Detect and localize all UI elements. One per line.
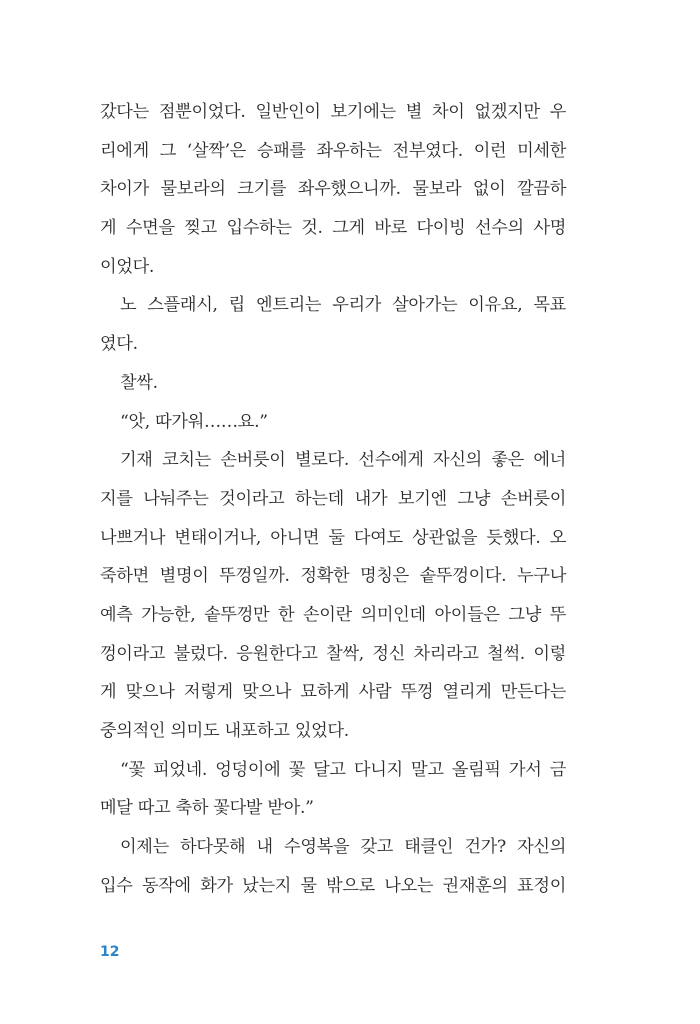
body-text bbox=[100, 93, 566, 905]
text-line: 였다. bbox=[100, 334, 138, 355]
text-line: 나쁘거나 변태이거나, 아니면 둘 다여도 상관없을 듯했다. 오 bbox=[100, 527, 566, 548]
text-line: 메달 따고 축하 꽃다발 받아.” bbox=[100, 798, 314, 819]
text-line: 예측 가능한, 솥뚜껑만 한 손이란 의미인데 아이들은 그냥 뚜 bbox=[100, 604, 566, 625]
text-line: 갔다는 점뿐이었다. 일반인이 보기에는 별 차이 없겠지만 우 bbox=[100, 102, 566, 122]
page-number: 12 bbox=[100, 944, 120, 960]
text-line: 이었다. bbox=[100, 256, 155, 277]
text-line: 이제는 하다못해 내 수영복을 갖고 태클인 건가? 자신의 bbox=[120, 837, 566, 858]
text-line: 게 맞으나 저렇게 맞으나 묘하게 사람 뚜껑 열리게 만든다는 bbox=[100, 682, 566, 703]
text-line: 지를 나눠주는 것이라고 하는데 내가 보기엔 그냥 손버릇이 bbox=[100, 488, 566, 509]
text-line: 껑이라고 불렀다. 응원한다고 찰싹, 정신 차리라고 철썩. 이렇 bbox=[100, 643, 566, 664]
text-line: “꽃 피었네. 엉덩이에 꽃 달고 다니지 말고 올림픽 가서 금 bbox=[120, 759, 566, 780]
text-line: 중의적인 의미도 내포하고 있었다. bbox=[100, 721, 349, 741]
text-line: “앗, 따가워……요.” bbox=[120, 411, 268, 432]
text-line: 게 수면을 찢고 입수하는 것. 그게 바로 다이빙 선수의 사명 bbox=[100, 218, 566, 239]
text-line: 죽하면 별명이 뚜껑일까. 정확한 명칭은 솥뚜껑이다. 누구나 bbox=[100, 566, 566, 587]
text-line: 차이가 물보라의 크기를 좌우했으니까. 물보라 없이 깔끔하 bbox=[100, 179, 566, 200]
text-line: 리에게 그 ‘살짝’은 승패를 좌우하는 전부였다. 이런 미세한 bbox=[100, 140, 566, 161]
text-line: 기재 코치는 손버릇이 별로다. 선수에게 자신의 좋은 에너 bbox=[120, 450, 566, 471]
text-line: 찰싹. bbox=[120, 372, 158, 393]
text-line: 노 스플래시, 립 엔트리는 우리가 살아가는 이유요, 목표 bbox=[120, 295, 566, 316]
text-line: 입수 동작에 화가 났는지 물 밖으로 나오는 권재훈의 표정이 bbox=[100, 875, 566, 896]
